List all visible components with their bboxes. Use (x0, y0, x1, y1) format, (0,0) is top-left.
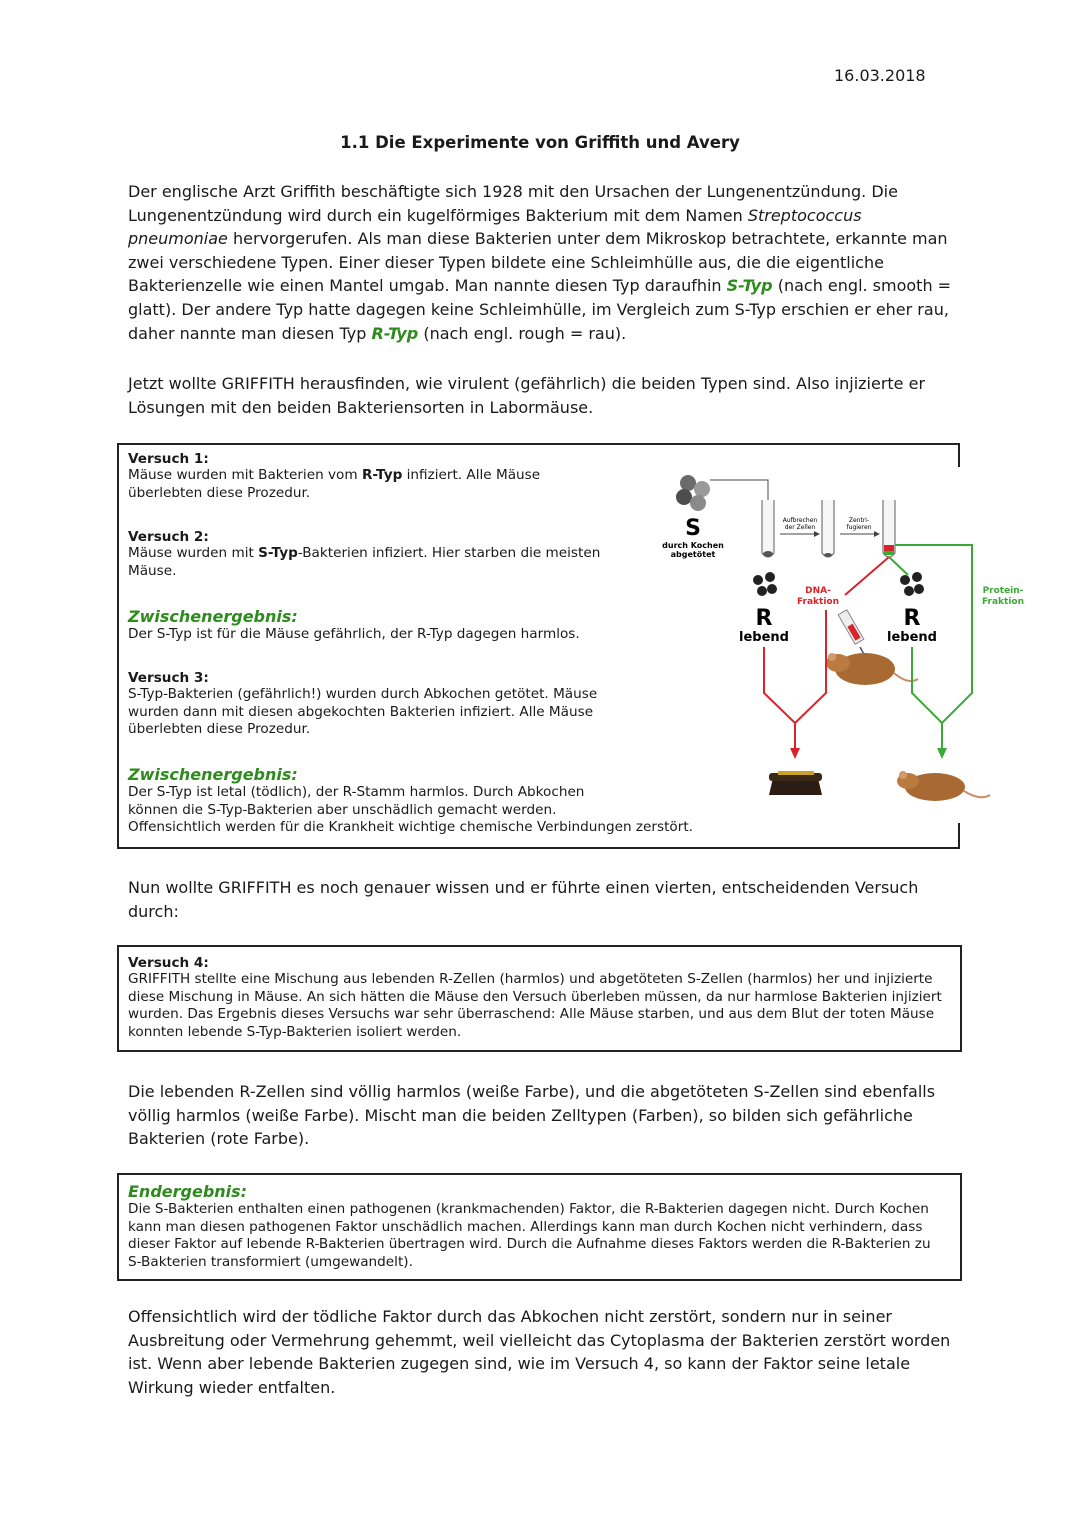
r-bacteria-left (753, 572, 777, 596)
versuch-1-title: Versuch 1: (128, 451, 209, 467)
syringe (838, 610, 866, 658)
versuch-1-r-typ: R-Typ (361, 467, 403, 483)
zwischenergebnis-2-line-2: können die S-Typ-Bakterien aber unschädlich gemacht werden. (128, 801, 557, 818)
intro-text-4: (nach engl. rough = rau). (418, 323, 627, 343)
zentri-label-1: Zentri- (848, 517, 870, 524)
s-typ-term: S-Typ (726, 276, 773, 296)
endergebnis (128, 1182, 948, 1271)
test-tube-3 (883, 500, 895, 557)
zwischenergebnis-1 (128, 607, 688, 644)
aufbrechen-label-1: Aufbrechen (782, 517, 818, 524)
versuch-3-title: Versuch 3: (128, 670, 209, 686)
date: 16.03.2018 (834, 66, 926, 85)
endergebnis-title: Endergebnis: (128, 1182, 248, 1201)
versuch-3-text: S-Typ-Bakterien (gefährlich!) wurden durch Abkochen getötet. Mäuse wurden dann mit diesen abgekochten Bakterien infiziert. Alle Mäuse überlebten diese Prozedur. (128, 686, 598, 738)
protein-label-2: Fraktion (981, 597, 1025, 607)
test-tube-1 (762, 500, 774, 557)
virulence-paragraph: Jetzt wollte GRIFFITH herausfinden, wie virulent (gefährlich) die beiden Typen sind. Also injizierte er Lösungen mit den beiden Bakteriensorten in Labormäuse. (128, 374, 926, 417)
mouse-bottom (897, 771, 990, 801)
dna-label-2: Fraktion (796, 597, 840, 607)
intro-text-3: (nach engl. smooth = glatt). Der andere Typ hatte dagegen keine Schleimhülle, im Vergleich zum S-Typ erschien er eher rau, daher nannte man diesen Typ (128, 276, 952, 343)
intro-text-1: Der englische Arzt Griffith beschäftigte sich 1928 mit den Ursachen der Lungenentzündung. Die Lungenentzündung wird durch ein kugelförmiges Bakterium mit dem Namen (128, 182, 898, 225)
versuch-1 (128, 451, 668, 502)
zwischenergebnis-2-line-3: Offensichtlich werden für die Krankheit wichtige chemische Verbindungen zerstört. (128, 819, 693, 836)
intro-paragraph (128, 180, 958, 345)
versuch-3 (128, 670, 648, 739)
versuch-4-title: Versuch 4: (128, 955, 209, 971)
versuch-2-text-c: -Bakterien infiziert. Hier starben die meisten Mäuse. (128, 545, 601, 579)
griffith-experiment-figure (650, 465, 1040, 815)
s-sub-2: abgetötet (670, 550, 716, 559)
s-label: S (685, 516, 701, 541)
protein-label-1: Protein- (982, 586, 1024, 596)
versuch-1-text-c: infiziert. Alle Mäuse überlebten diese Prozedur. (128, 467, 541, 501)
zwischenergebnis-2-line-1: Der S-Typ ist letal (tödlich), der R-Stamm harmlos. Durch Abkochen (128, 784, 585, 800)
versuch-4 (128, 955, 948, 1041)
versuch-2-title: Versuch 2: (128, 529, 209, 545)
r-bacteria-right (900, 572, 924, 596)
s-bacteria-cluster (676, 475, 710, 511)
conclusion-paragraph: Offensichtlich wird der tödliche Faktor durch das Abkochen nicht zerstört, sondern nur in seiner Ausbreitung oder Vermehrung gehemmt, weil vielleicht das Cytoplasma der Bakterien zerstört worden ist. Wenn aber lebende Bakterien zugegen sind, wie im Versuch 4, so kann der Faktor seine letale Wirkung wieder entfalten. (128, 1307, 951, 1397)
zwischenergebnis-1-text: Der S-Typ ist für die Mäuse gefährlich, der R-Typ dagegen harmlos. (128, 626, 580, 642)
versuch-2-text-a: Mäuse wurden mit (128, 545, 259, 561)
r-typ-term: R-Typ (371, 323, 419, 343)
fourth-experiment-paragraph: Nun wollte GRIFFITH es noch genauer wissen und er führte einen vierten, entscheidenden Versuch durch: (128, 878, 919, 921)
versuch-2-s-typ: S-Typ (258, 545, 298, 561)
r-label-right: R (903, 606, 921, 631)
species-name: Streptococcus pneumoniae (128, 205, 862, 249)
aufbrechen-label-2: der Zellen (784, 524, 816, 531)
intro-text-2: hervorgerufen. Als man diese Bakterien unter dem Mikroskop betrachtete, erkannte man zwei verschiedene Typen. Einer dieser Typen bildete eine Schleimhülle aus, die die eigentliche Bakterienzelle wie einen Mantel umgab. Man nannte diesen Typ daraufhin (128, 229, 948, 296)
page-title: 1.1 Die Experimente von Griffith und Avery (340, 133, 740, 152)
zentri-label-2: fugieren (846, 524, 872, 531)
zwischenergebnis-1-title: Zwischenergebnis: (128, 607, 298, 626)
test-tube-2 (822, 500, 834, 557)
endergebnis-text: Die S-Bakterien enthalten einen pathogenen (krankmachenden) Faktor, die R-Bakterien dagegen nicht. Durch Kochen kann man diesen pathogenen Faktor unschädlich machen. Allerdings kann man durch Kochen nicht verhindern, dass dieser Faktor auf lebende R-Bakterien übertragen wird. Durch die Aufnahme dieses Faktors werden die R-Bakterien zu S-Bakterien transformiert (umgewandelt). (128, 1201, 931, 1270)
r-label-left: R (755, 606, 773, 631)
coffin-icon (769, 771, 822, 795)
zwischenergebnis-2-title: Zwischenergebnis: (128, 765, 298, 784)
mouse-top (826, 653, 918, 685)
versuch-4-text: GRIFFITH stellte eine Mischung aus lebenden R-Zellen (harmlos) und abgetöteten S-Zellen (harmlos) her und injizierte diese Mischung in Mäuse. An sich hätten die Mäuse den Versuch überleben müssen, da nur harmlose Bakterien injiziert wurden. Das Ergebnis dieses Versuchs war sehr überraschend: Alle Mäuse starben, und aus dem Blut der toten Mäuse konnten lebende S-Typ-Bakterien isoliert werden. (128, 971, 942, 1040)
lebend-label-right: lebend (887, 630, 937, 645)
versuch-1-text-a: Mäuse wurden mit Bakterien vom (128, 467, 362, 483)
versuch-2 (128, 529, 668, 580)
dna-label-1: DNA- (805, 586, 831, 596)
lebend-label-left: lebend (739, 630, 789, 645)
s-sub-1: durch Kochen (662, 541, 724, 550)
colors-paragraph: Die lebenden R-Zellen sind völlig harmlos (weiße Farbe), und die abgetöteten S-Zellen sind ebenfalls völlig harmlos (weiße Farbe). Mischt man die beiden Zelltypen (Farben), so bilden sich gefährliche Bakterien (rote Farbe). (128, 1082, 936, 1149)
